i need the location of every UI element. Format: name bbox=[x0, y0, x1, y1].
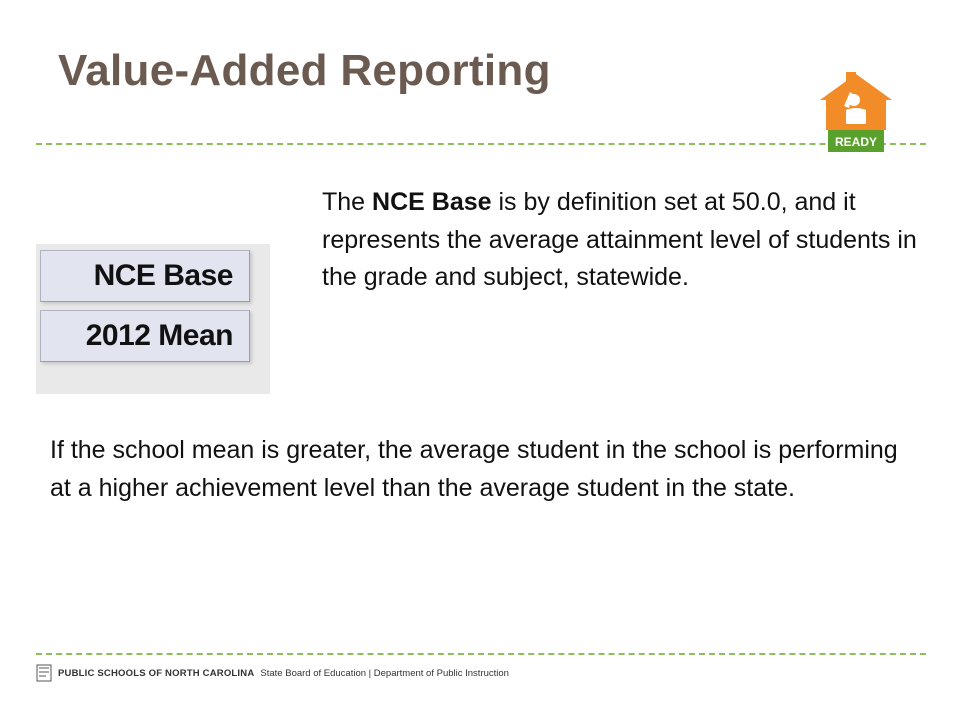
para1-bold: NCE Base bbox=[372, 188, 492, 216]
footer-board: State Board of Education | Department of Public Instruction bbox=[260, 667, 509, 679]
nce-base-label: NCE Base bbox=[40, 250, 250, 302]
logo-text: READY bbox=[834, 135, 878, 149]
footer bbox=[36, 664, 509, 682]
label-screenshot bbox=[36, 244, 270, 394]
ready-logo-icon bbox=[816, 70, 896, 156]
state-seal-icon bbox=[36, 664, 52, 682]
mean-label: 2012 Mean bbox=[40, 310, 250, 362]
comparison-description: If the school mean is greater, the average student in the school is performing at a higher achievement level than the average student in the state. bbox=[50, 436, 898, 502]
nce-base-description bbox=[322, 184, 932, 297]
bottom-divider bbox=[36, 653, 926, 655]
para1-suffix: is by definition set at 50.0, and it represents the average attainment level of students in the grade and subject, statewide. bbox=[322, 188, 917, 291]
para1-prefix: The bbox=[322, 188, 373, 216]
top-divider bbox=[36, 143, 926, 145]
slide-title: Value-Added Reporting bbox=[58, 46, 551, 95]
footer-org: PUBLIC SCHOOLS OF NORTH CAROLINA bbox=[58, 667, 255, 679]
